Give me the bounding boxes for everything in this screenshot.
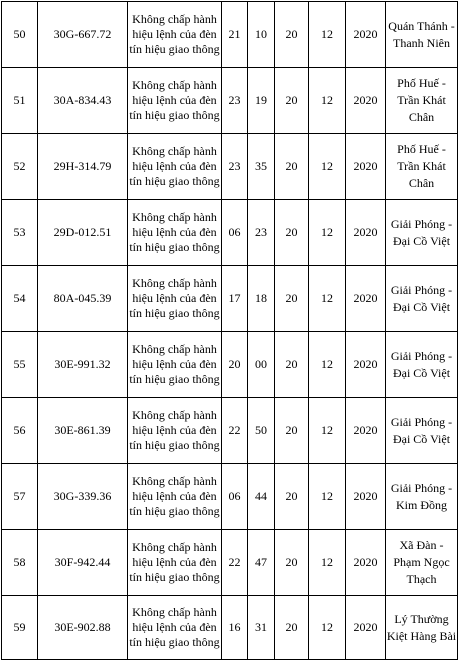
license-plate-cell: 29D-012.51 <box>38 200 128 266</box>
row-number-cell: 52 <box>2 134 38 200</box>
row-number-cell: 53 <box>2 200 38 266</box>
violation-cell: Không chấp hành hiệu lệnh của đèn tín hiệu giao thông <box>128 530 222 596</box>
row-number-cell: 57 <box>2 464 38 530</box>
license-plate-cell: 30G-667.72 <box>38 2 128 68</box>
day-cell: 20 <box>275 596 309 660</box>
table-body <box>2 2 458 660</box>
violation-cell: Không chấp hành hiệu lệnh của đèn tín hiệu giao thông <box>128 332 222 398</box>
location-cell: Phố Huế - Trần Khát Chân <box>386 134 458 200</box>
license-plate-cell: 30E-902.88 <box>38 596 128 660</box>
location-cell: Giải Phóng - Đại Cồ Việt <box>386 398 458 464</box>
table-row <box>2 332 458 398</box>
hour-cell: 21 <box>222 2 248 68</box>
year-cell: 2020 <box>346 332 386 398</box>
day-cell: 20 <box>275 464 309 530</box>
license-plate-cell: 30F-942.44 <box>38 530 128 596</box>
year-cell: 2020 <box>346 464 386 530</box>
license-plate-cell: 30A-834.43 <box>38 68 128 134</box>
row-number-cell: 59 <box>2 596 38 660</box>
hour-cell: 22 <box>222 530 248 596</box>
license-plate-cell: 30E-861.39 <box>38 398 128 464</box>
location-cell: Quán Thánh - Thanh Niên <box>386 2 458 68</box>
hour-cell: 16 <box>222 596 248 660</box>
table-row <box>2 596 458 660</box>
day-cell: 20 <box>275 134 309 200</box>
license-plate-cell: 29H-314.79 <box>38 134 128 200</box>
minute-cell: 19 <box>248 68 275 134</box>
day-cell: 20 <box>275 530 309 596</box>
violation-cell: Không chấp hành hiệu lệnh của đèn tín hiệu giao thông <box>128 464 222 530</box>
day-cell: 20 <box>275 200 309 266</box>
violation-cell: Không chấp hành hiệu lệnh của đèn tín hiệu giao thông <box>128 68 222 134</box>
day-cell: 20 <box>275 266 309 332</box>
table-row <box>2 2 458 68</box>
minute-cell: 44 <box>248 464 275 530</box>
year-cell: 2020 <box>346 200 386 266</box>
minute-cell: 47 <box>248 530 275 596</box>
year-cell: 2020 <box>346 530 386 596</box>
location-cell: Giải Phóng - Kim Đồng <box>386 464 458 530</box>
location-cell: Giải Phóng - Đại Cồ Việt <box>386 200 458 266</box>
violation-cell: Không chấp hành hiệu lệnh của đèn tín hiệu giao thông <box>128 200 222 266</box>
violations-table <box>1 1 458 660</box>
table-row <box>2 464 458 530</box>
row-number-cell: 55 <box>2 332 38 398</box>
violation-cell: Không chấp hành hiệu lệnh của đèn tín hiệu giao thông <box>128 2 222 68</box>
violation-cell: Không chấp hành hiệu lệnh của đèn tín hiệu giao thông <box>128 134 222 200</box>
day-cell: 20 <box>275 398 309 464</box>
year-cell: 2020 <box>346 266 386 332</box>
year-cell: 2020 <box>346 596 386 660</box>
day-cell: 20 <box>275 2 309 68</box>
hour-cell: 06 <box>222 200 248 266</box>
table-row <box>2 68 458 134</box>
license-plate-cell: 30E-991.32 <box>38 332 128 398</box>
minute-cell: 18 <box>248 266 275 332</box>
location-cell: Giải Phóng - Đại Cồ Việt <box>386 266 458 332</box>
day-cell: 20 <box>275 68 309 134</box>
month-cell: 12 <box>309 332 346 398</box>
license-plate-cell: 80A-045.39 <box>38 266 128 332</box>
table-row <box>2 134 458 200</box>
month-cell: 12 <box>309 596 346 660</box>
minute-cell: 31 <box>248 596 275 660</box>
row-number-cell: 58 <box>2 530 38 596</box>
violation-cell: Không chấp hành hiệu lệnh của đèn tín hiệu giao thông <box>128 596 222 660</box>
location-cell: Xã Đàn - Phạm Ngọc Thạch <box>386 530 458 596</box>
violation-cell: Không chấp hành hiệu lệnh của đèn tín hiệu giao thông <box>128 398 222 464</box>
table-row <box>2 530 458 596</box>
minute-cell: 10 <box>248 2 275 68</box>
minute-cell: 23 <box>248 200 275 266</box>
month-cell: 12 <box>309 464 346 530</box>
location-cell: Lý Thường Kiệt Hàng Bài <box>386 596 458 660</box>
row-number-cell: 56 <box>2 398 38 464</box>
minute-cell: 50 <box>248 398 275 464</box>
row-number-cell: 51 <box>2 68 38 134</box>
year-cell: 2020 <box>346 398 386 464</box>
month-cell: 12 <box>309 200 346 266</box>
violation-cell: Không chấp hành hiệu lệnh của đèn tín hiệu giao thông <box>128 266 222 332</box>
location-cell: Phố Huế - Trần Khát Chân <box>386 68 458 134</box>
row-number-cell: 50 <box>2 2 38 68</box>
row-number-cell: 54 <box>2 266 38 332</box>
year-cell: 2020 <box>346 2 386 68</box>
year-cell: 2020 <box>346 134 386 200</box>
month-cell: 12 <box>309 530 346 596</box>
license-plate-cell: 30G-339.36 <box>38 464 128 530</box>
minute-cell: 35 <box>248 134 275 200</box>
hour-cell: 22 <box>222 398 248 464</box>
hour-cell: 20 <box>222 332 248 398</box>
table-row <box>2 398 458 464</box>
table-row <box>2 200 458 266</box>
month-cell: 12 <box>309 398 346 464</box>
hour-cell: 17 <box>222 266 248 332</box>
month-cell: 12 <box>309 266 346 332</box>
table-row <box>2 266 458 332</box>
day-cell: 20 <box>275 332 309 398</box>
hour-cell: 06 <box>222 464 248 530</box>
location-cell: Giải Phóng - Đại Cồ Việt <box>386 332 458 398</box>
year-cell: 2020 <box>346 68 386 134</box>
hour-cell: 23 <box>222 68 248 134</box>
hour-cell: 23 <box>222 134 248 200</box>
minute-cell: 00 <box>248 332 275 398</box>
month-cell: 12 <box>309 2 346 68</box>
month-cell: 12 <box>309 134 346 200</box>
month-cell: 12 <box>309 68 346 134</box>
